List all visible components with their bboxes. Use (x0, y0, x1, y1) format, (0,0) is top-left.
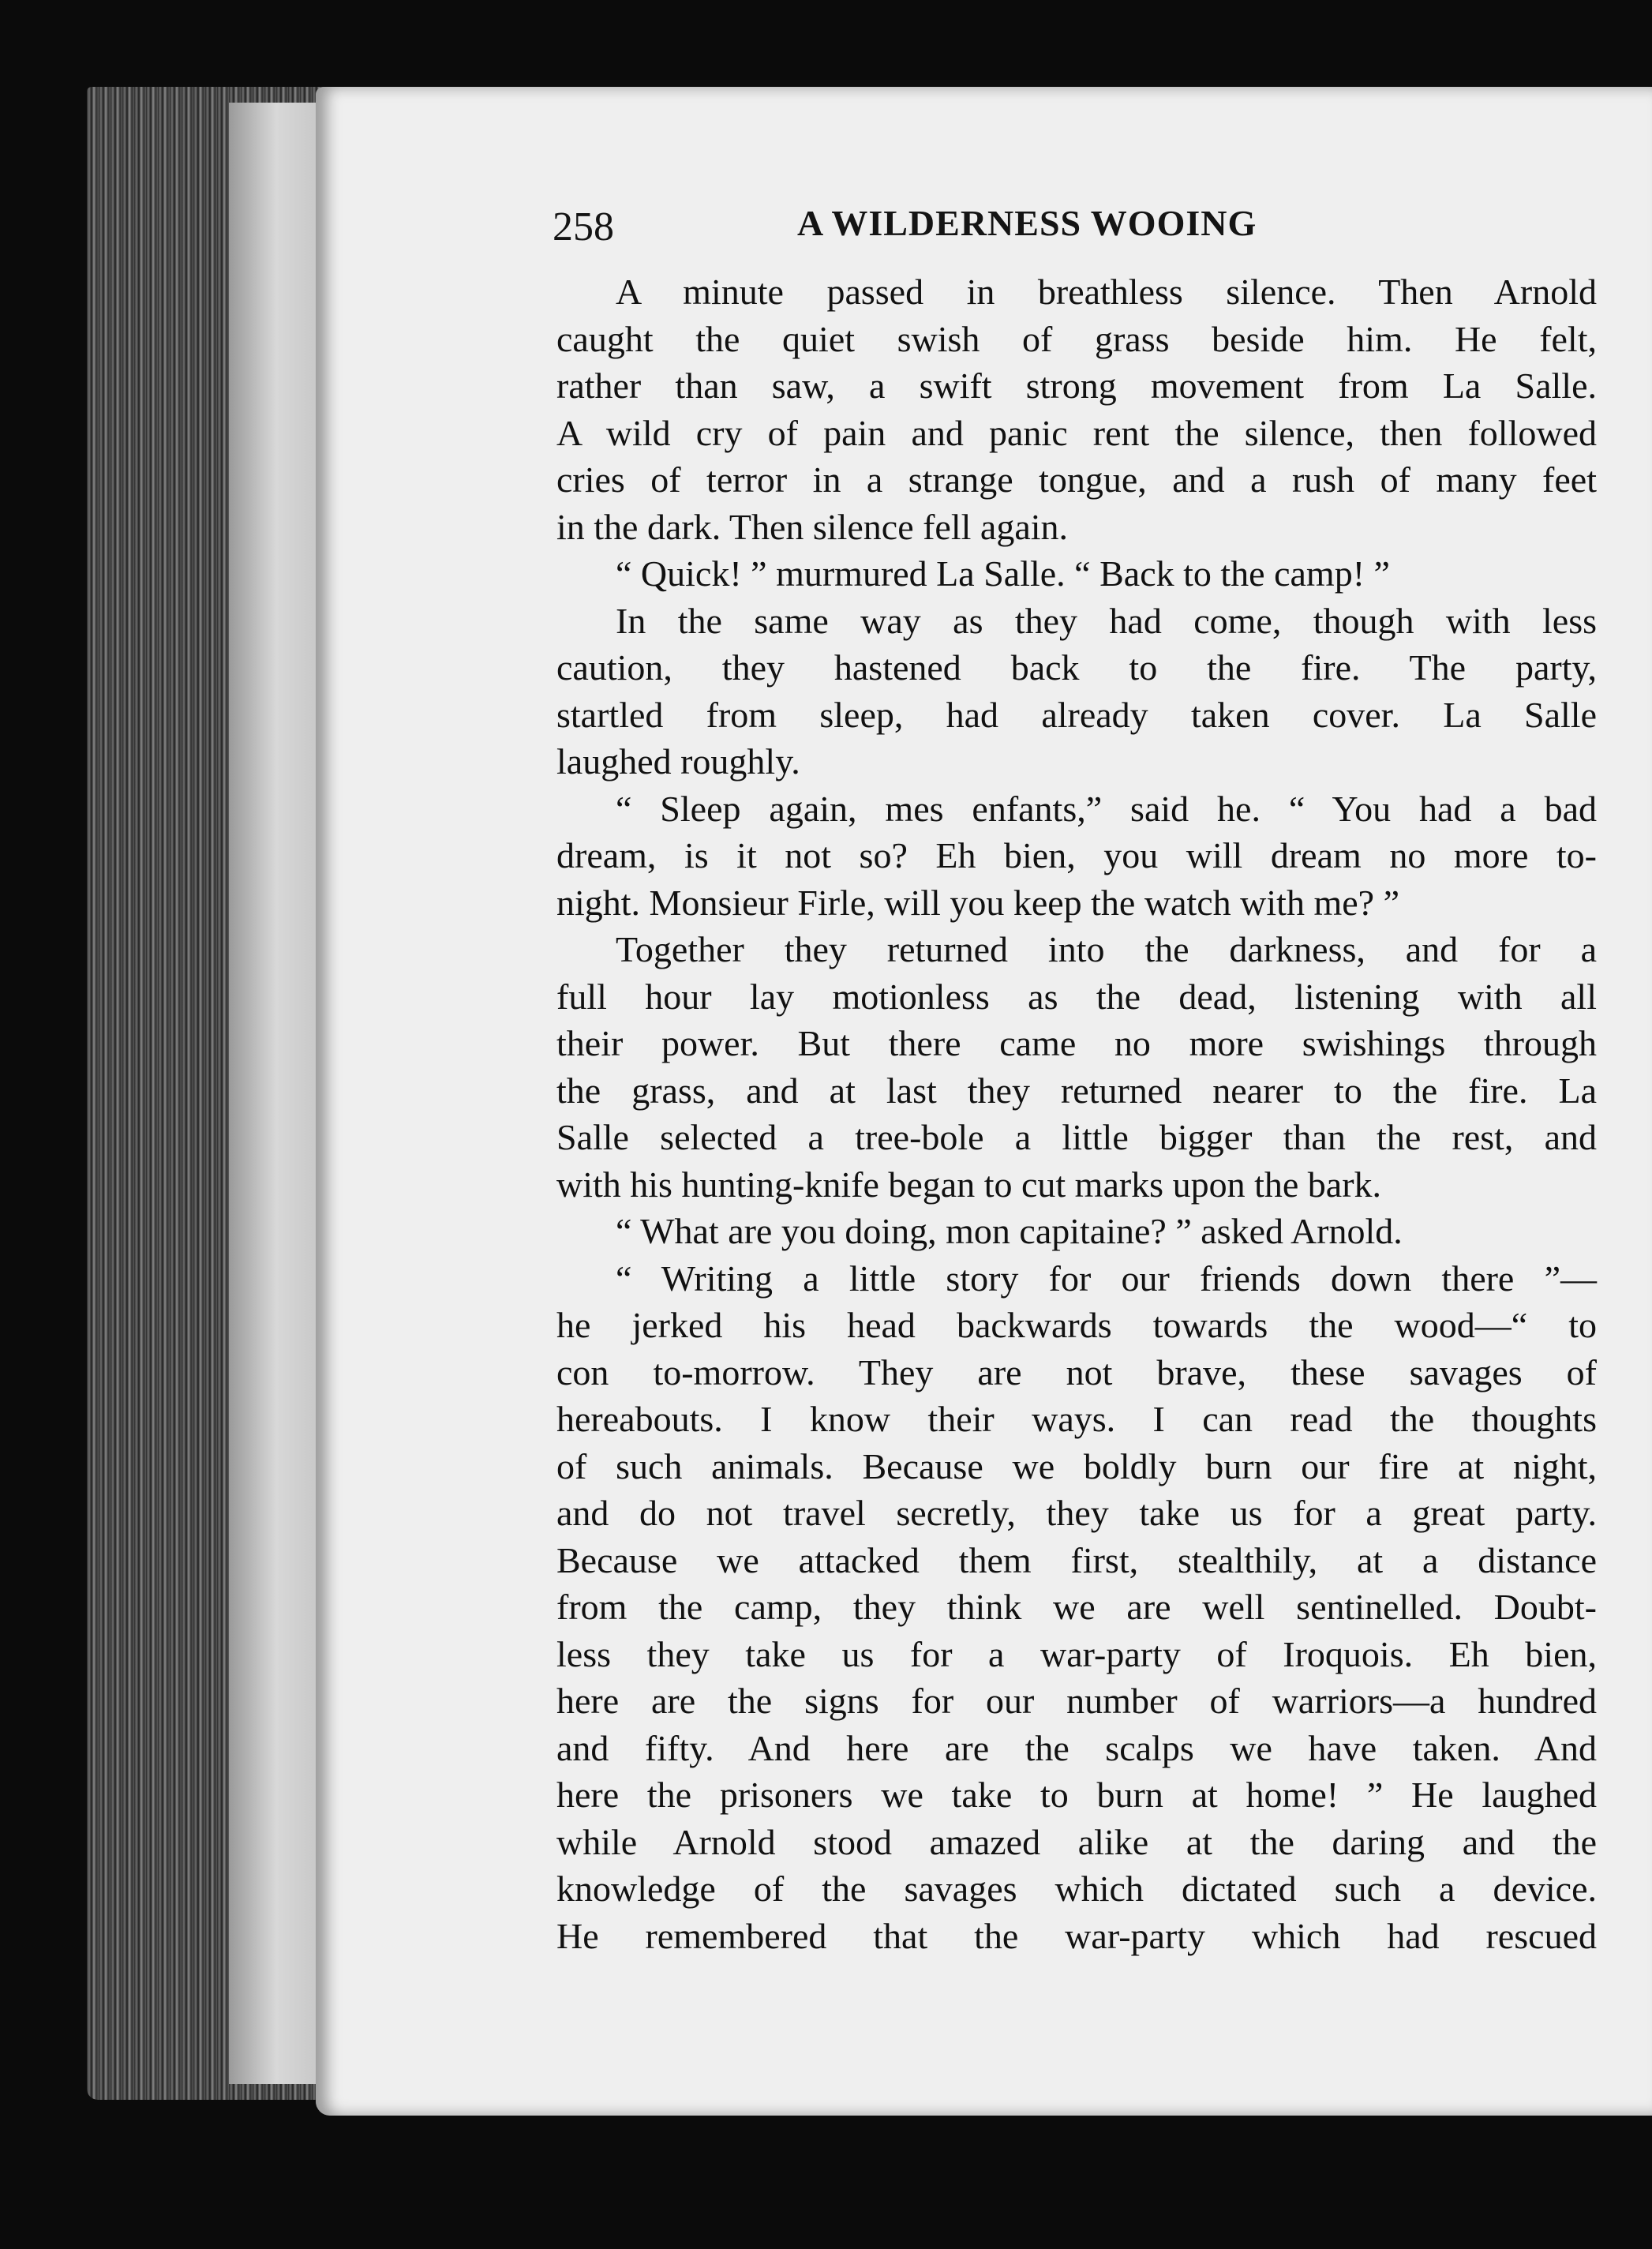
text-line: Salle selected a tree-bole a little bigger than the rest, and (556, 1117, 1597, 1157)
text-line: “ Writing a little story for our friends down there ”— (616, 1258, 1597, 1299)
text-line: A wild cry of pain and panic rent the silence, then followed (556, 412, 1597, 453)
text-line: less they take us for a war-party of Iroquois. Eh bien, (556, 1633, 1597, 1674)
running-head (553, 197, 1358, 261)
text-line: rather than saw, a swift strong movement from La Salle. (556, 365, 1597, 406)
text-line: dream, is it not so? Eh bien, you will dream no more to- (556, 835, 1597, 875)
text-line: caution, they hastened back to the fire. The party, (556, 647, 1597, 688)
text-line: con to-morrow. They are not brave, these savages of (556, 1351, 1597, 1393)
text-line: night. Monsieur Firle, will you keep the watch with me? ” (556, 882, 1399, 923)
text-line: cries of terror in a strange tongue, and a rush of many feet (556, 459, 1597, 500)
text-line: “ Quick! ” murmured La Salle. “ Back to the camp! ” (616, 553, 1390, 594)
text-line: caught the quiet swish of grass beside him. He felt, (556, 318, 1597, 359)
text-line: In the same way as they had come, though with less (616, 600, 1597, 641)
text-line: “ Sleep again, mes enfants,” said he. “ You had a bad (616, 788, 1597, 829)
text-line: Because we attacked them first, stealthily, at a distance (556, 1539, 1597, 1580)
page-number: 258 (553, 204, 614, 249)
text-line: knowledge of the savages which dictated such a device. (556, 1869, 1597, 1909)
text-line: the grass, and at last they returned nearer to the fire. La (556, 1070, 1597, 1111)
text-line: with his hunting-knife began to cut marks upon the bark. (556, 1164, 1382, 1205)
text-line: “ What are you doing, mon capitaine? ” asked Arnold. (616, 1211, 1403, 1251)
text-line: while Arnold stood amazed alike at the daring and the (556, 1821, 1597, 1862)
text-line: and fifty. And here are the scalps we have taken. And (556, 1727, 1597, 1768)
text-line: in the dark. Then silence fell again. (556, 506, 1069, 547)
text-line: of such animals. Because we boldly burn our fire at night, (556, 1445, 1597, 1486)
text-line: their power. But there came no more swishings through (556, 1023, 1597, 1063)
text-line: startled from sleep, had already taken cover. La Salle (556, 694, 1597, 735)
text-line: hereabouts. I know their ways. I can read the thoughts (556, 1399, 1597, 1439)
body-text (556, 268, 1597, 1959)
text-line: A minute passed in breathless silence. Then Arnold (616, 272, 1597, 312)
text-line: here the prisoners we take to burn at home! ” He laughed (556, 1775, 1597, 1815)
text-line: and do not travel secretly, they take us for a great party. (556, 1493, 1597, 1533)
book-page-edges (87, 87, 347, 2100)
text-line: Together they returned into the darkness, and for a (616, 929, 1597, 969)
text-line: from the camp, they think we are well sentinelled. Doubt- (556, 1587, 1597, 1627)
text-line: He remembered that the war-party which had rescued (556, 1915, 1597, 1956)
text-line: full hour lay motionless as the dead, listening with all (556, 976, 1597, 1017)
text-line: here are the signs for our number of warriors—a hundred (556, 1681, 1597, 1721)
text-line: laughed roughly. (556, 741, 800, 782)
text-line: he jerked his head backwards towards the wood—“ to (556, 1305, 1597, 1345)
book-title: A WILDERNESS WOOING (797, 203, 1257, 243)
